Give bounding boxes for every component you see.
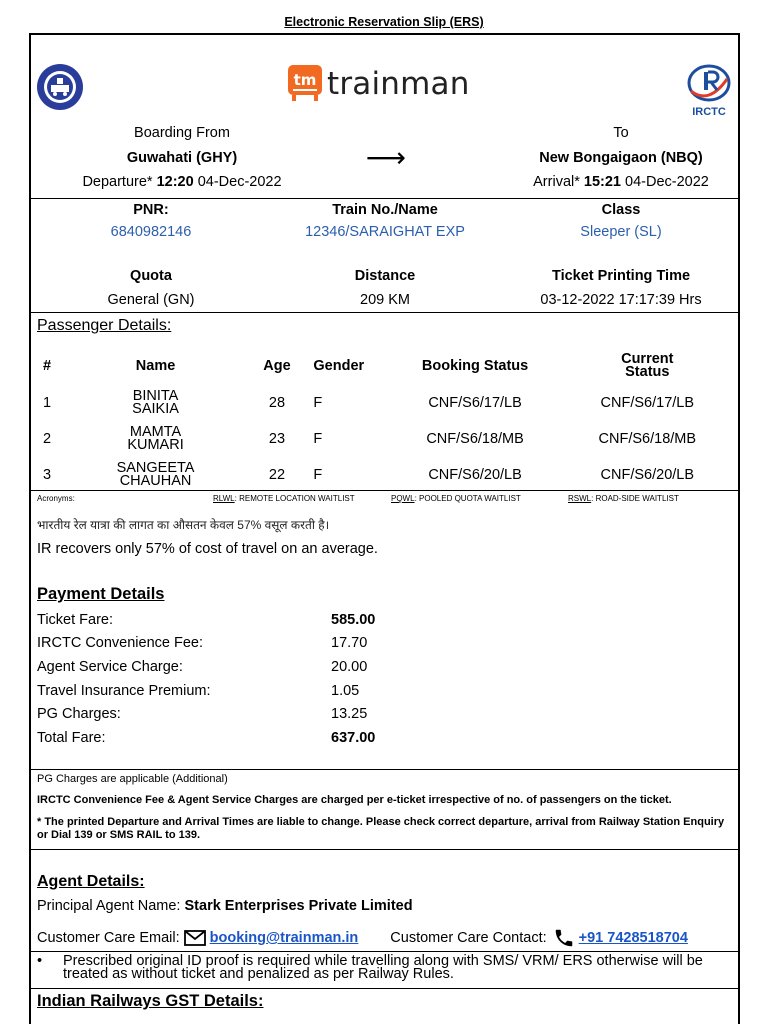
divider: [31, 198, 738, 199]
irctc-logo-icon: [683, 61, 735, 119]
principal-agent-row: [37, 898, 413, 914]
passenger-first-name: SANGEETA: [116, 460, 195, 476]
passenger-last-name: KUMARI: [127, 437, 184, 453]
document-title: Electronic Reservation Slip (ERS): [284, 15, 484, 29]
trainman-wordmark: trainman: [327, 66, 470, 102]
mail-icon: [184, 930, 206, 946]
acronym-rlwl-text: : REMOTE LOCATION WAITLIST: [234, 494, 355, 503]
train-value: 12346/SARAIGHAT EXP: [305, 224, 465, 240]
customer-care-contact-label: Customer Care Contact:: [390, 930, 547, 946]
passenger-details-title: Passenger Details:: [37, 317, 172, 334]
booking-status: CNF/S6/18/MB: [426, 431, 524, 447]
header-current-line1: Current: [621, 351, 674, 367]
passenger-name: [63, 457, 249, 493]
header-current-line2: Status: [625, 364, 670, 380]
acronym-rlwl: [213, 494, 355, 503]
passenger-name: [63, 421, 249, 457]
current-status: CNF/S6/17/LB: [600, 395, 695, 411]
pnr-label: PNR:: [133, 202, 169, 218]
bullet-icon: •: [37, 953, 43, 969]
journey-arrow-icon: ⟶: [365, 141, 407, 174]
passenger-table: [37, 347, 731, 493]
customer-care-email-link[interactable]: booking@trainman.in: [209, 930, 359, 946]
customer-care-email-label: Customer Care Email:: [37, 930, 180, 946]
payment-label: PG Charges:: [37, 706, 121, 722]
phone-icon: [553, 927, 575, 949]
acronym-pqwl-abbr: PQWL: [391, 494, 415, 503]
id-proof-text: Prescribed original ID proof is required while travelling along with SMS/ VRM/ ERS otherwise will be treated as without ticket and penalized as per Railway Rules.: [63, 953, 703, 982]
class-value: Sleeper (SL): [580, 224, 662, 240]
header-gender: Gender: [313, 358, 365, 374]
acronyms-label: Acronyms:: [37, 494, 75, 503]
id-proof-note: [37, 955, 727, 981]
payment-label: Total Fare:: [37, 730, 106, 746]
acronym-rlwl-abbr: RLWL: [213, 494, 235, 503]
payment-label: Agent Service Charge:: [37, 659, 183, 675]
passenger-gender: F: [313, 395, 323, 411]
passenger-table-header: [37, 347, 731, 385]
print-time-label: Ticket Printing Time: [551, 268, 691, 284]
payment-value: 13.25: [331, 706, 368, 722]
customer-care-row: [37, 927, 688, 949]
divider: [31, 312, 738, 313]
passenger-num: 2: [43, 431, 52, 447]
passenger-last-name: CHAUHAN: [119, 473, 192, 489]
passenger-first-name: BINITA: [132, 388, 179, 404]
table-row: [37, 421, 731, 457]
irctc-logo-text: IRCTC: [692, 106, 726, 118]
passenger-age: 28: [268, 395, 286, 411]
distance-value: 209 KM: [360, 292, 410, 308]
passenger-gender: F: [313, 467, 323, 483]
cost-recovery-hindi: भारतीय रेल यात्रा की लागत का औसतन केवल 57% वसूल करती है।: [37, 518, 330, 532]
agent-details-title: Agent Details:: [37, 873, 145, 890]
passenger-gender: F: [313, 431, 323, 447]
train-label: Train No./Name: [332, 202, 438, 218]
cost-recovery-english: IR recovers only 57% of cost of travel on an average.: [37, 541, 378, 557]
passenger-name: [63, 385, 249, 421]
principal-agent-label: Principal Agent Name:: [37, 898, 181, 914]
departure-date: 04-Dec-2022: [197, 174, 282, 190]
passenger-num: 1: [43, 395, 52, 411]
divider: [31, 951, 738, 952]
principal-agent-name: Stark Enterprises Private Limited: [184, 898, 413, 914]
acronym-rswl-text: : ROAD-SIDE WAITLIST: [591, 494, 679, 503]
arrival-line: [501, 174, 741, 190]
destination-station: New Bongaigaon (NBQ): [539, 150, 703, 166]
divider: [31, 769, 738, 770]
header-age: Age: [263, 358, 291, 374]
passenger-first-name: MAMTA: [129, 424, 182, 440]
pg-charges-note: PG Charges are applicable (Additional): [37, 773, 228, 785]
departure-time: 12:20: [156, 174, 194, 190]
to-label: To: [613, 125, 629, 141]
acronym-rswl-abbr: RSWL: [568, 494, 592, 503]
divider: [31, 849, 738, 850]
class-label: Class: [601, 202, 641, 218]
divider: [31, 988, 738, 989]
departure-line: [37, 174, 327, 190]
quota-value: General (GN): [107, 292, 195, 308]
ers-frame: [29, 33, 740, 1024]
arrival-time: 15:21: [583, 174, 621, 190]
payment-total-value: 637.00: [331, 730, 376, 746]
payment-value: 17.70: [331, 635, 368, 651]
header-name: Name: [135, 358, 176, 374]
departure-label: Departure*: [82, 174, 153, 190]
trainman-logo-letters: tm: [293, 71, 317, 89]
payment-value: 1.05: [331, 683, 360, 699]
customer-care-contact-link[interactable]: +91 7428518704: [578, 930, 688, 946]
quota-label: Quota: [130, 268, 172, 284]
trainman-logo-icon: [287, 64, 323, 104]
table-row: [37, 457, 731, 493]
passenger-num: 3: [43, 467, 52, 483]
passenger-age: 23: [268, 431, 286, 447]
header-current-status: [564, 347, 731, 385]
indian-railways-logo-icon: [36, 63, 84, 111]
timing-note: * The printed Departure and Arrival Times are liable to change. Please check correct departure, arrival from Railway Station Enquiry or Dial 139 or SMS RAIL to 139.: [37, 816, 725, 841]
gst-details-title: Indian Railways GST Details:: [37, 992, 264, 1010]
passenger-age: 22: [268, 467, 286, 483]
passenger-last-name: SAIKIA: [132, 401, 179, 417]
header-num: #: [43, 358, 52, 374]
payment-label: IRCTC Convenience Fee:: [37, 635, 204, 651]
payment-value: 585.00: [331, 612, 376, 628]
arrival-date: 04-Dec-2022: [625, 174, 709, 190]
acronym-pqwl-text: : POOLED QUOTA WAITLIST: [414, 494, 521, 503]
distance-label: Distance: [354, 268, 416, 284]
payment-label: Ticket Fare:: [37, 612, 114, 628]
header-booking-status: Booking Status: [421, 358, 529, 374]
arrival-label: Arrival*: [533, 174, 580, 190]
booking-status: CNF/S6/20/LB: [428, 467, 522, 483]
divider: [31, 490, 738, 491]
payment-value: 20.00: [331, 659, 368, 675]
convenience-fee-note: IRCTC Convenience Fee & Agent Service Charges are charged per e-ticket irrespective of no. of passengers on the ticket.: [37, 794, 672, 806]
payment-details-title: Payment Details: [37, 585, 165, 603]
print-time-value: 03-12-2022 17:17:39 Hrs: [540, 292, 702, 308]
booking-status: CNF/S6/17/LB: [428, 395, 522, 411]
payment-label: Travel Insurance Premium:: [37, 683, 211, 699]
current-status: CNF/S6/20/LB: [600, 467, 695, 483]
acronym-pqwl: [391, 494, 521, 503]
acronym-rswl: [568, 494, 679, 503]
table-row: [37, 385, 731, 421]
current-status: CNF/S6/18/MB: [598, 431, 697, 447]
boarding-from-label: Boarding From: [134, 125, 230, 141]
trainman-logo: [287, 64, 470, 104]
boarding-station: Guwahati (GHY): [126, 150, 238, 166]
pnr-value: 6840982146: [110, 224, 192, 240]
